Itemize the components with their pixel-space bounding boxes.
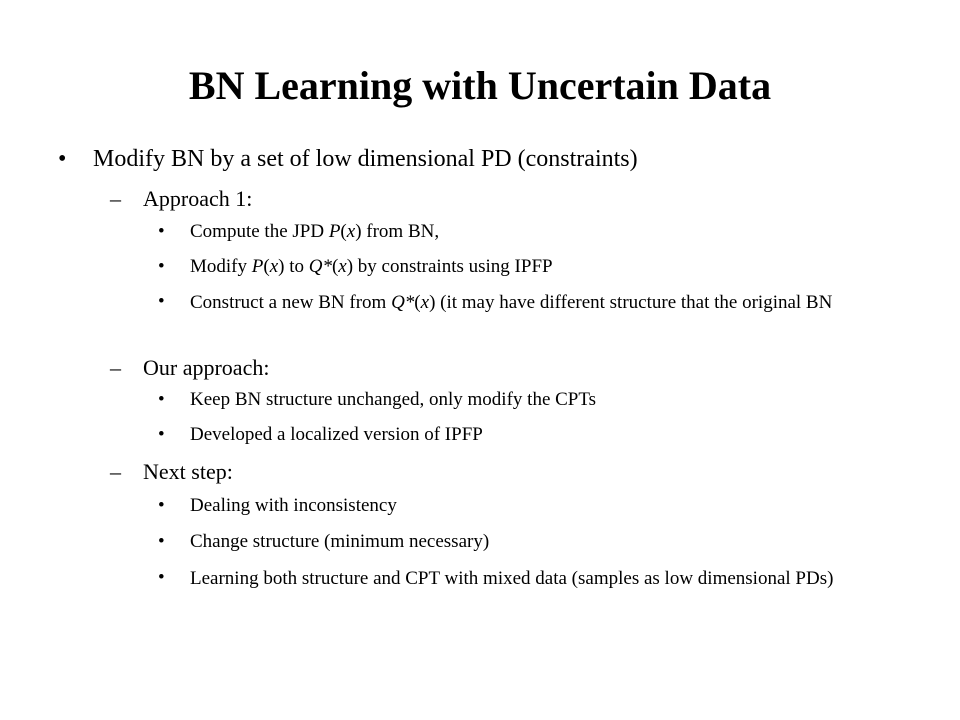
dash-marker: –: [110, 355, 121, 380]
bullet-marker: •: [158, 256, 165, 277]
bullet-marker: •: [158, 531, 165, 552]
italic-run: Q*: [308, 256, 332, 277]
italic-run: x: [420, 292, 430, 313]
italic-run: Q*: [391, 292, 415, 313]
section-heading-text: Our approach:: [143, 355, 270, 380]
main-bullet-text: Modify BN by a set of low dimensional PD (constraints): [93, 146, 638, 172]
section-heading-text: Next step:: [143, 459, 233, 484]
sub-bullet-text: Construct a new BN from Q*(x) (it may have different structure that the original BN: [190, 292, 833, 313]
sub-bullet-text: Compute the JPD P(x) from BN,: [190, 221, 440, 242]
sub-bullet-text: Modify P(x) to Q*(x) by constraints using IPFP: [190, 256, 553, 277]
italic-run: x: [269, 256, 279, 277]
bullet-marker: •: [158, 495, 165, 516]
bullet-marker: •: [158, 424, 165, 445]
bullet-marker: •: [158, 221, 165, 242]
slide-title: BN Learning with Uncertain Data: [188, 63, 772, 108]
italic-run: P: [328, 221, 341, 242]
bullet-marker: •: [58, 146, 67, 172]
italic-run: x: [338, 256, 347, 277]
sub-bullet-text: Keep BN structure unchanged, only modify the CPTs: [190, 389, 597, 410]
bullet-marker: •: [158, 389, 165, 410]
italic-run: x: [346, 221, 356, 242]
sub-bullet-text: Learning both structure and CPT with mixed data (samples as low dimensional PDs): [190, 568, 834, 589]
dash-marker: –: [110, 186, 121, 211]
italic-run: P: [251, 256, 264, 277]
sub-bullet-text: Change structure (minimum necessary): [190, 531, 490, 552]
dash-marker: –: [110, 459, 121, 484]
bullet-marker: •: [158, 567, 165, 588]
sub-bullet-text: Dealing with inconsistency: [190, 495, 397, 516]
sub-bullet-text: Developed a localized version of IPFP: [190, 424, 483, 445]
bullet-marker: •: [158, 291, 165, 312]
section-heading-text: Approach 1:: [143, 186, 253, 211]
